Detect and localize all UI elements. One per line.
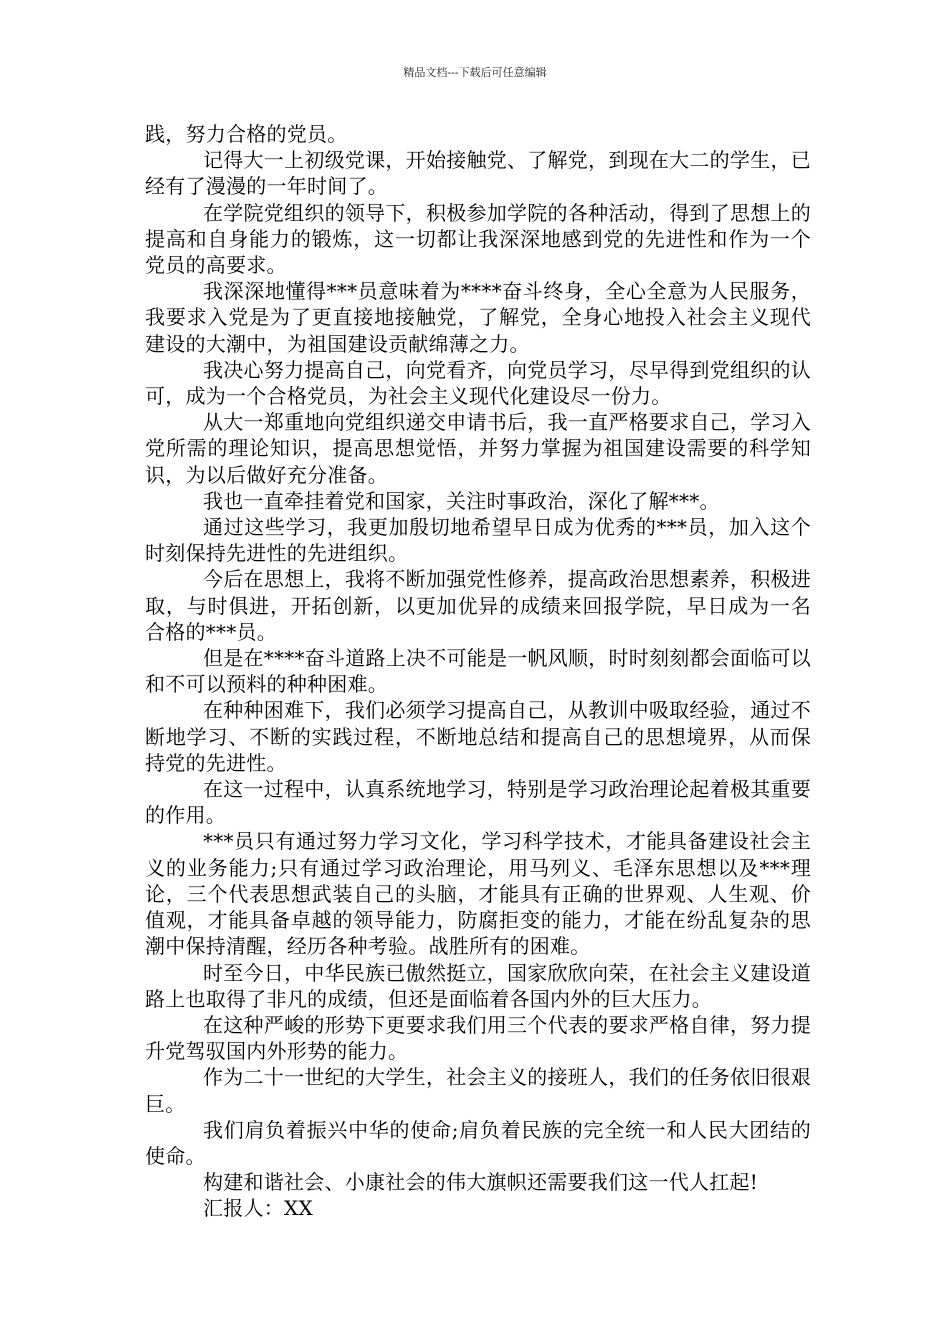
paragraph: 在学院党组织的领导下，积极参加学院的各种活动，得到了思想上的提高和自身能力的锻炼，这一切都让我深深地感到党的先进性和作为一个党员的高要求。: [145, 200, 811, 278]
paragraph: 在这一过程中，认真系统地学习，特别是学习政治理论起着极其重要的作用。: [145, 777, 811, 828]
paragraph: 时至今日，中华民族已傲然挺立，国家欣欣向荣，在社会主义建设道路上也取得了非凡的成绩，但还是面临着各国内外的巨大压力。: [145, 960, 811, 1011]
signature-line: 汇报人：XX: [203, 1196, 313, 1221]
paragraph: 作为二十一世纪的大学生，社会主义的接班人，我们的任务依旧很艰巨。: [145, 1065, 811, 1116]
paragraph: 我深深地懂得***员意味着为****奋斗终身，全心全意为人民服务，我要求入党是为了更直接地接触党，了解党，全身心地投入社会主义现代建设的大潮中，为祖国建设贡献绵薄之力。: [145, 279, 811, 356]
paragraph: 今后在思想上，我将不断加强党性修养，提高政治思想素养，积极进取，与时俱进，开拓创新，以更加优异的成绩来回报学院，早日成为一名合格的***员。: [145, 567, 811, 644]
paragraph: 构建和谐社会、小康社会的伟大旗帜还需要我们这一代人扛起!: [203, 1170, 759, 1195]
paragraph: ***员只有通过努力学习文化，学习科学技术，才能具备建设社会主义的业务能力;只有通过学习政治理论，用马列义、毛泽东思想以及***理论，三个代表思想武装自己的头脑，才能具有正确的世界观、人生观、价值观，才能具备卓越的领导能力，防腐拒变的能力，才能在纷乱复杂的思潮中保持清醒，经历各种考验。战胜所有的困难。: [145, 829, 811, 959]
paragraph: 我决心努力提高自己，向党看齐，向党员学习，尽早得到党组织的认可，成为一个合格党员，为社会主义现代化建设尽一份力。: [145, 357, 811, 409]
paragraph: 在种种困难下，我们必须学习提高自己，从教训中吸取经验，通过不断地学习、不断的实践过程，不断地总结和提高自己的思想境界，从而保持党的先进性。: [145, 698, 811, 775]
paragraph: 践，努力合格的党员。: [145, 122, 348, 146]
paragraph: 但是在****奋斗道路上决不可能是一帆风顺，时时刻刻都会面临可以和不可以预料的种种困难。: [145, 646, 811, 697]
paragraph: 记得大一上初级党课，开始接触党、了解党，到现在大二的学生，已经有了漫漫的一年时间了。: [145, 148, 811, 199]
page-header: 精品文档---下载后可任意编辑: [403, 66, 547, 79]
paragraph: 我也一直牵挂着党和国家，关注时事政治，深化了解***。: [203, 488, 720, 513]
paragraph: 通过这些学习，我更加殷切地希望早日成为优秀的***员，加入这个时刻保持先进性的先进组织。: [145, 515, 811, 566]
document-body: [145, 121, 811, 1222]
paragraph: 从大一郑重地向党组织递交申请书后，我一直严格要求自己，学习入党所需的理论知识，提高思想觉悟，并努力掌握为祖国建设需要的科学知识，为以后做好充分准备。: [145, 410, 811, 487]
paragraph: 在这种严峻的形势下更要求我们用三个代表的要求严格自律，努力提升党驾驭国内外形势的能力。: [145, 1012, 811, 1064]
paragraph: 我们肩负着振兴中华的使命;肩负着民族的完全统一和人民大团结的使命。: [145, 1117, 811, 1168]
